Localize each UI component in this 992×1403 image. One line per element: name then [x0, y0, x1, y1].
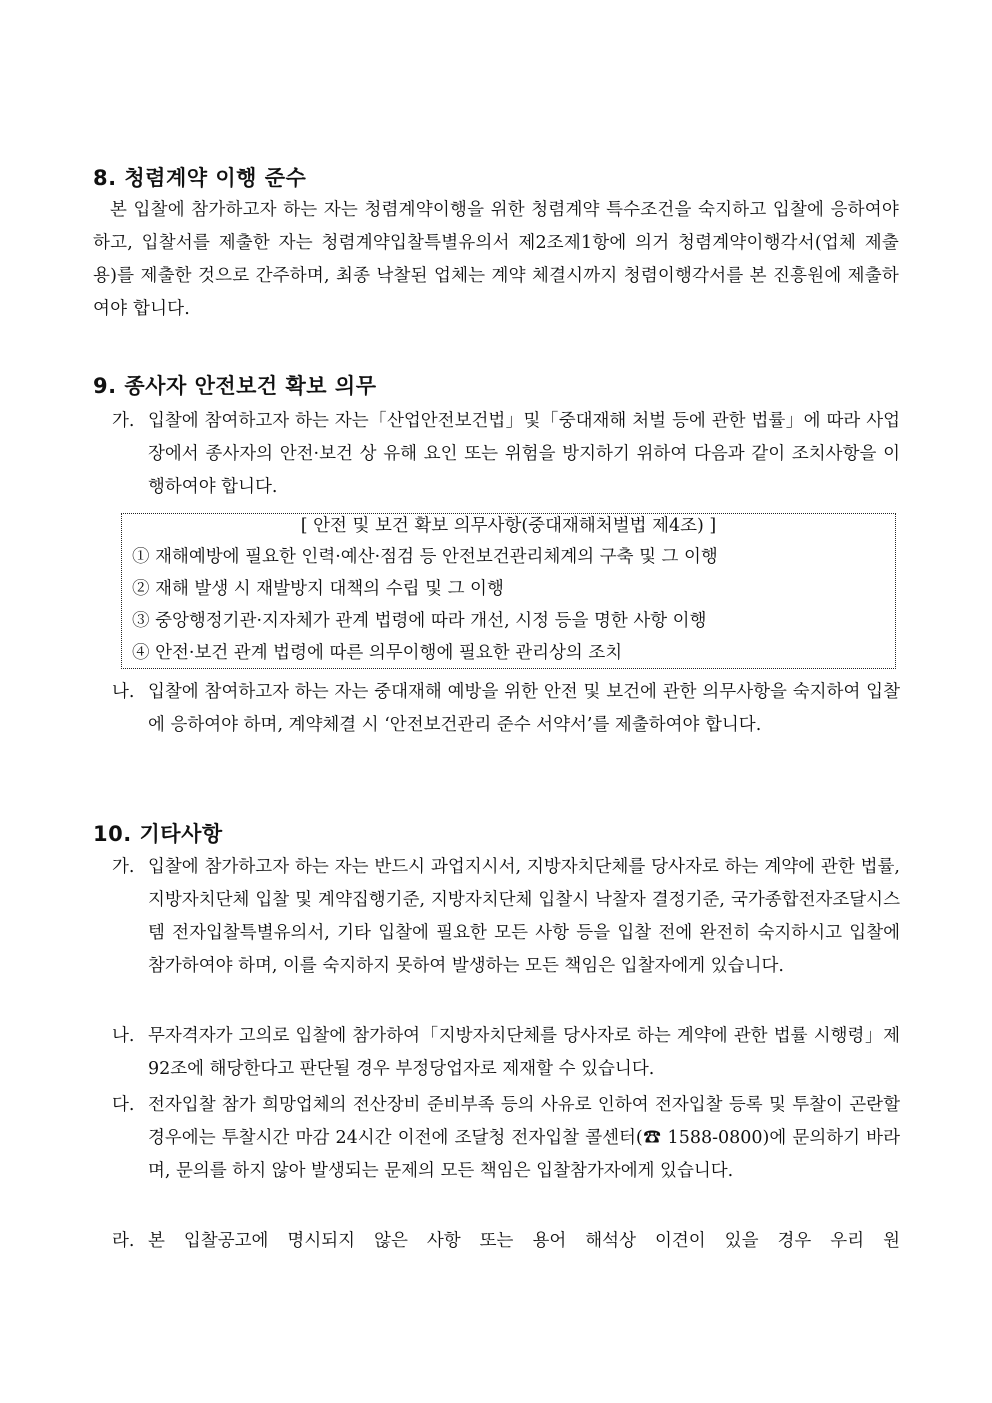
box-line-2: ② 재해 발생 시 재발방지 대책의 수립 및 그 이행: [132, 579, 504, 599]
section-10-item-ga: [112, 851, 900, 983]
item-marker: 가.: [112, 411, 135, 431]
item-text: 입찰에 참가하고자 하는 자는 반드시 과업지시서, 지방자치단체를 당사자로 하는 계약에 관한 법률, 지방자치단체 입찰 및 계약집행기준, 지방자치단체 입찰시 낙찰자 결정기준, 국가종합전자조달시스템 전자입찰특별유의서, 기타 입찰에 필요한 모든 사항 등을 입찰 전에 완전히 숙지하시고 입찰에 참가하여야 하며, 이를 숙지하지 못하여 발생하는 모든 책임은 입찰자에게 있습니다.: [148, 857, 900, 976]
box-line-4: ④ 안전·보건 관계 법령에 따른 의무이행에 필요한 관리상의 조치: [132, 643, 623, 663]
item-text: 입찰에 참여하고자 하는 자는 중대재해 예방을 위한 안전 및 보건에 관한 의무사항을 숙지하여 입찰에 응하여야 하며, 계약체결 시 ‘안전보건관리 준수 서약서’를 제출하여야 합니다.: [148, 682, 900, 735]
item-text: 전자입찰 참가 희망업체의 전산장비 준비부족 등의 사유로 인하여 전자입찰 등록 및 투찰이 곤란할 경우에는 투찰시간 마감 24시간 이전에 조달청 전자입찰 콜센터(☎ 1588-0800)에 문의하기 바라며, 문의를 하지 않아 발생되는 문제의 모든 책임은 입찰참가자에게 있습니다.: [148, 1095, 900, 1181]
section-8-body: 본 입찰에 참가하고자 하는 자는 청렴계약이행을 위한 청렴계약 특수조건을 숙지하고 입찰에 응하여야 하고, 입찰서를 제출한 자는 청렴계약입찰특별유의서 제2조제1항에 의거 청렴계약이행각서(업체 제출용)를 제출한 것으로 간주하며, 최종 낙찰된 업체는 계약 체결시까지 청렴이행각서를 본 진흥원에 제출하여야 합니다.: [93, 200, 899, 319]
item-text: 무자격자가 고의로 입찰에 참가하여「지방자치단체를 당사자로 하는 계약에 관한 법률 시행령」제92조에 해당한다고 판단될 경우 부정당업자로 제재할 수 있습니다.: [148, 1026, 900, 1079]
item-text: 입찰에 참여하고자 하는 자는「산업안전보건법」및「중대재해 처벌 등에 관한 법률」에 따라 사업장에서 종사자의 안전·보건 상 유해 요인 또는 위험을 방지하기 위하여 다음과 같이 조치사항을 이행하여야 합니다.: [148, 411, 900, 497]
item-marker: 나.: [112, 1026, 135, 1046]
section-10-heading: 10. 기타사항: [93, 822, 223, 846]
section-9-item-na: [112, 676, 900, 742]
box-line-3: ③ 중앙행정기관·지자체가 관계 법령에 따라 개선, 시정 등을 명한 사항 이행: [132, 611, 707, 631]
section-10-item-na: [112, 1020, 900, 1086]
item-marker: 나.: [112, 682, 135, 702]
section-9-heading: 9. 종사자 안전보건 확보 의무: [93, 374, 377, 398]
item-marker: 라.: [112, 1231, 135, 1251]
section-8-heading: 8. 청렴계약 이행 준수: [93, 166, 307, 190]
section-9-item-ga: [112, 405, 900, 504]
item-text: 본 입찰공고에 명시되지 않은 사항 또는 용어 해석상 이견이 있을 경우 우리 원: [148, 1231, 900, 1251]
section-10-item-da: [112, 1089, 900, 1188]
item-marker: 다.: [112, 1095, 135, 1115]
box-line-1: ① 재해예방에 필요한 인력·예산·점검 등 안전보건관리체계의 구축 및 그 이행: [132, 547, 718, 567]
safety-obligations-box: [121, 513, 896, 669]
box-title: [ 안전 및 보건 확보 의무사항(중대재해처벌법 제4조) ]: [300, 516, 717, 536]
item-marker: 가.: [112, 857, 135, 877]
section-10-item-ra: [112, 1225, 900, 1258]
